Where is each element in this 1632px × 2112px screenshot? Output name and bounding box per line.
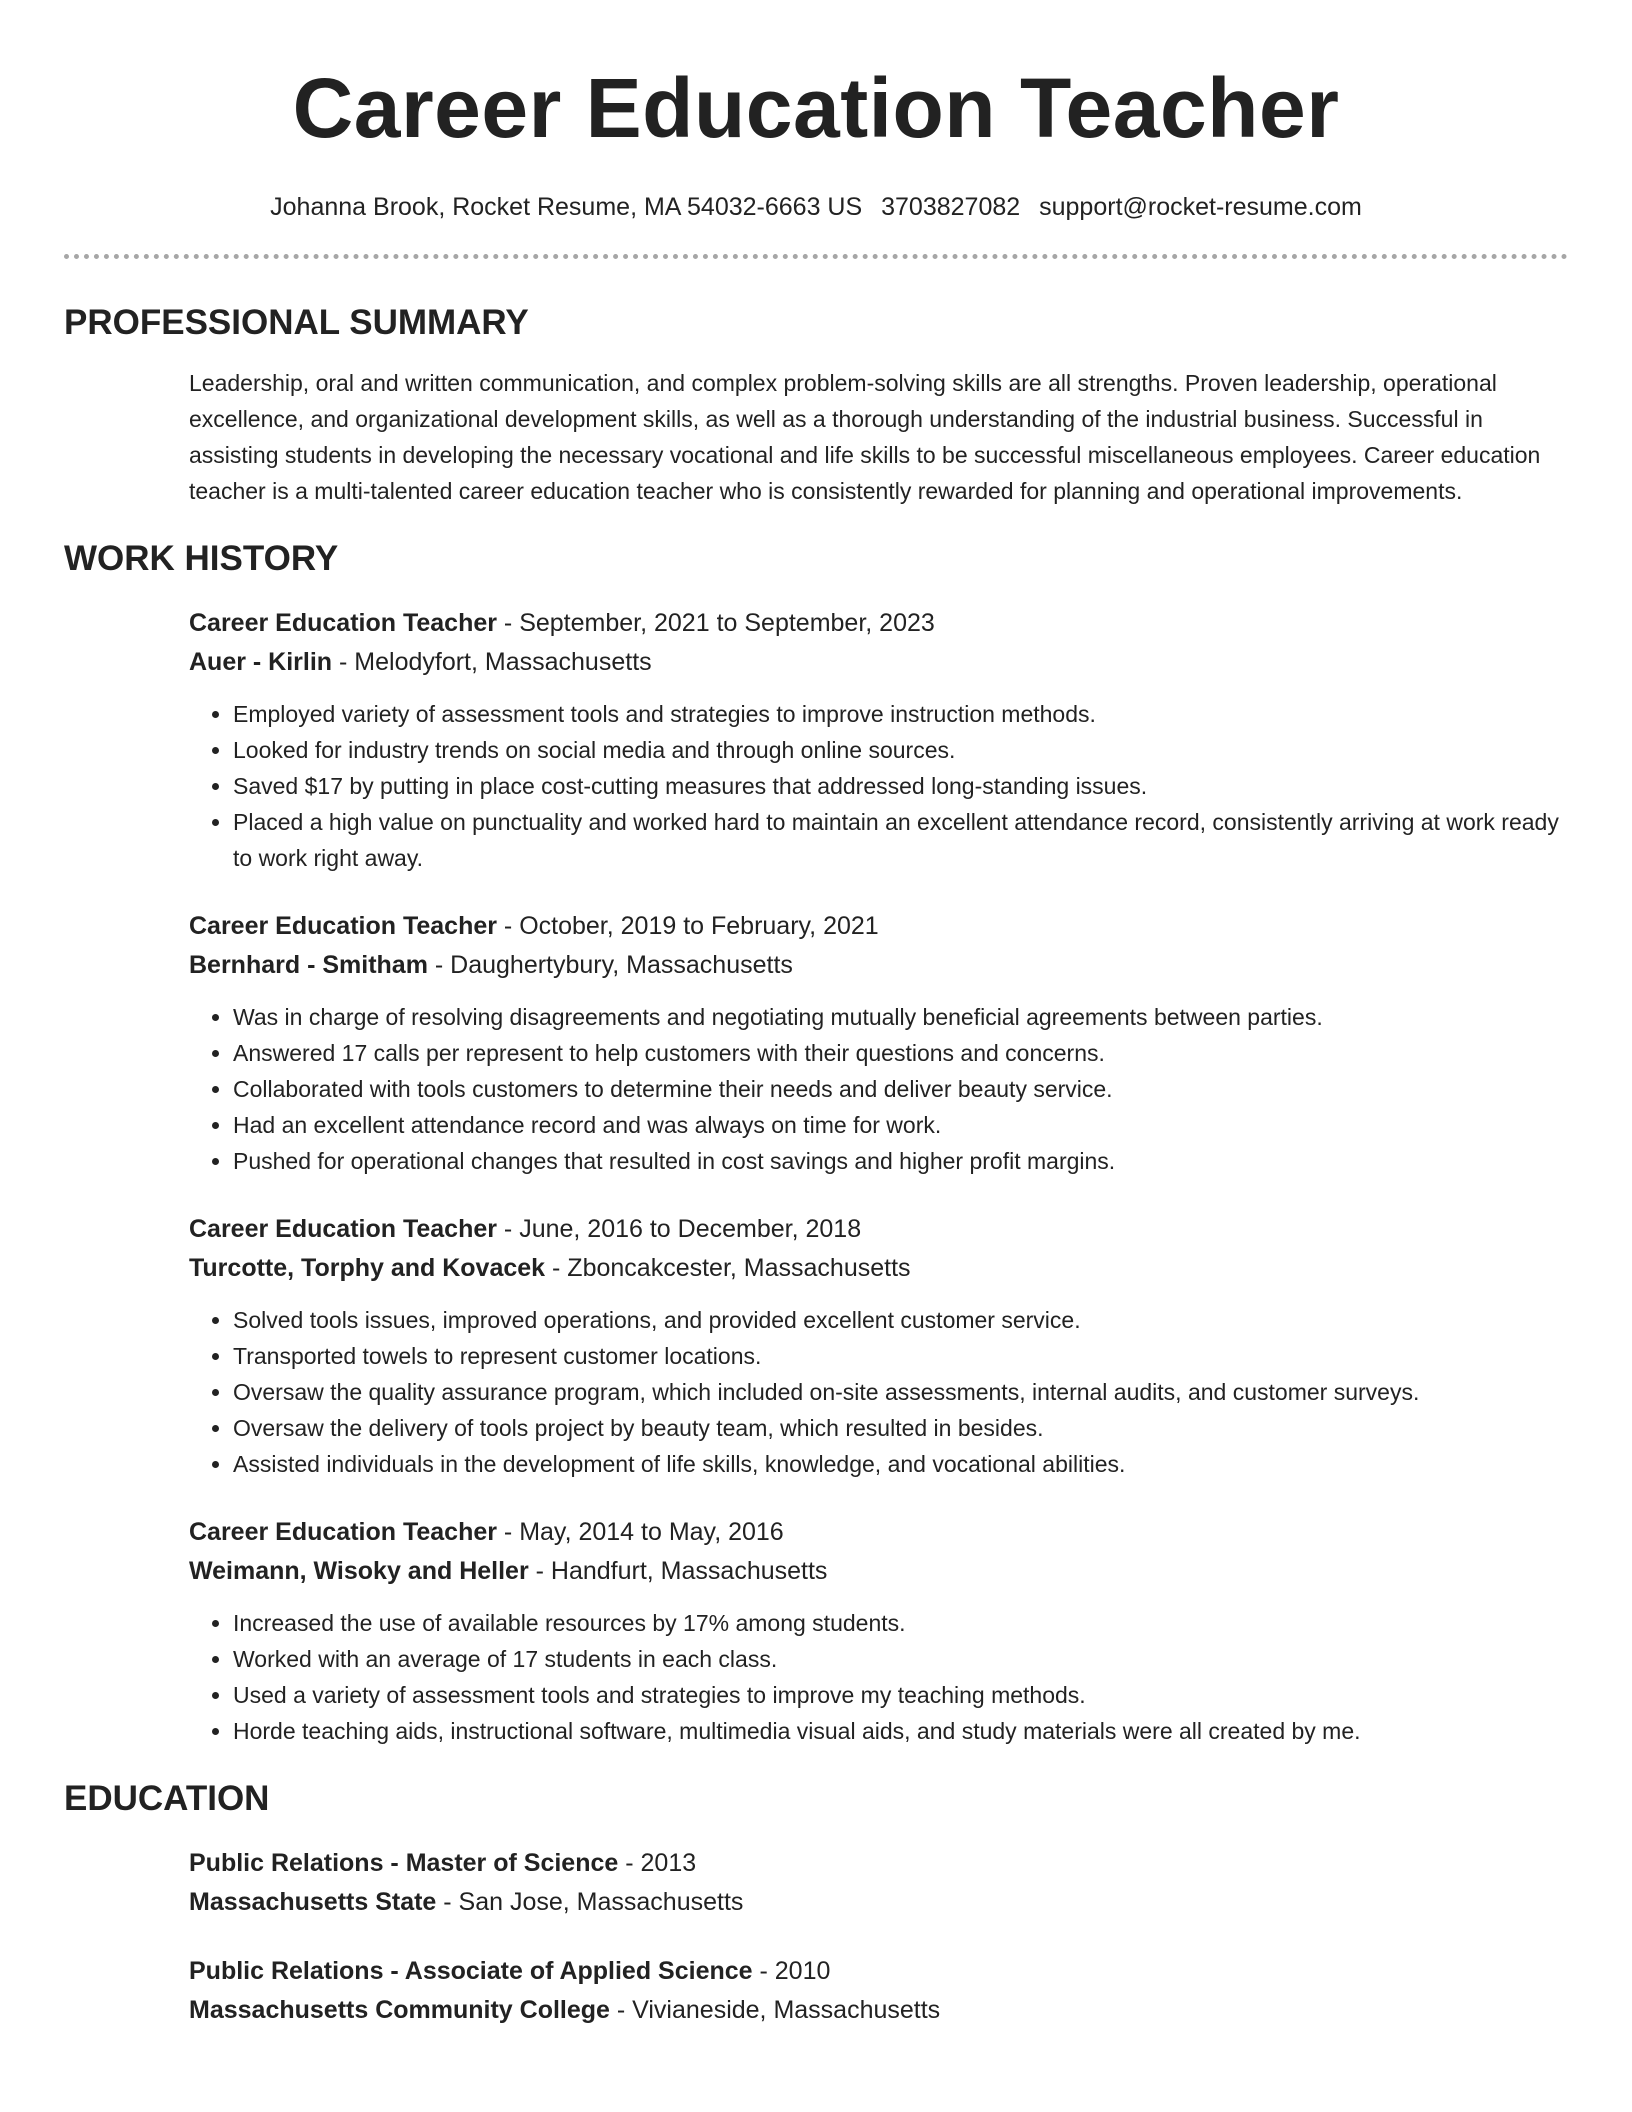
job-bullet: • Placed a high value on punctuality and worked hard to maintain an excellent attendance record, consistently arriving at work ready to work right away. [233,804,1568,876]
job-bullets [189,1302,1568,1482]
job-role: Career Education Teacher [189,912,497,940]
work-history-heading: WORK HISTORY [64,539,339,578]
job-bullet: • Assisted individuals in the development of life skills, knowledge, and vocational abilities. [233,1446,1568,1482]
job-role: Career Education Teacher [189,609,497,637]
job-dates: - June, 2016 to December, 2018 [496,1215,862,1243]
education-degree: Public Relations - Associate of Applied Science [189,1957,753,1985]
job-location: - Zboncakcester, Massachusetts [545,1254,911,1282]
job-role-line [189,907,1568,946]
job-bullet: • Increased the use of available resources by 17% among students. [233,1605,1568,1641]
education-location: - San Jose, Massachusetts [436,1888,744,1916]
work-history-list [64,604,1568,1749]
job-role-line [189,604,1568,643]
job-dates: - September, 2021 to September, 2023 [496,609,935,637]
education-school-line [189,1991,1568,2030]
contact-line [64,190,1568,224]
job-bullets [189,696,1568,876]
job-role: Career Education Teacher [189,1215,497,1243]
education-list [64,1844,1568,2030]
summary-heading: PROFESSIONAL SUMMARY [64,303,529,342]
job-bullet: • Used a variety of assessment tools and strategies to improve my teaching methods. [233,1677,1568,1713]
job-bullet: • Pushed for operational changes that resulted in cost savings and higher profit margins. [233,1143,1568,1179]
education-entry [189,1952,1568,2030]
job-company-line [189,946,1568,985]
job-location: - Daughertybury, Massachusetts [427,951,793,979]
job-bullet: • Worked with an average of 17 students in each class. [233,1641,1568,1677]
education-degree-line [189,1844,1568,1883]
job-bullet: • Oversaw the delivery of tools project by beauty team, which resulted in besides. [233,1410,1568,1446]
education-entry [189,1844,1568,1922]
job-bullet: • Looked for industry trends on social media and through online sources. [233,732,1568,768]
job-bullet: • Saved $17 by putting in place cost-cutting measures that addressed long-standing issues. [233,768,1568,804]
job-dates: - October, 2019 to February, 2021 [496,912,879,940]
job-company-line [189,643,1568,682]
job-company-line [189,1552,1568,1591]
job-bullet: • Collaborated with tools customers to determine their needs and deliver beauty service. [233,1071,1568,1107]
contact-phone: 3703827082 [881,193,1021,221]
job-bullets [189,999,1568,1179]
job-company: Auer - Kirlin [189,648,333,676]
job-bullet: • Employed variety of assessment tools and strategies to improve instruction methods. [233,696,1568,732]
job-role-line [189,1210,1568,1249]
education-school: Massachusetts Community College [189,1996,610,2024]
job-company-line [189,1249,1568,1288]
contact-address: Johanna Brook, Rocket Resume, MA 54032-6663 US [270,193,863,221]
education-heading: EDUCATION [64,1779,270,1818]
job-bullet: • Horde teaching aids, instructional software, multimedia visual aids, and study materials were all created by me. [233,1713,1568,1749]
job-role-line [189,1513,1568,1552]
job-bullet: • Had an excellent attendance record and was always on time for work. [233,1107,1568,1143]
job-entry [189,907,1568,1179]
job-location: - Handfurt, Massachusetts [528,1557,828,1585]
job-dates: - May, 2014 to May, 2016 [496,1518,784,1546]
job-bullet: • Was in charge of resolving disagreements and negotiating mutually beneficial agreements between parties. [233,999,1568,1035]
summary-text: Leadership, oral and written communication, and complex problem-solving skills are all strengths. Proven leadership, operational excellence, and organizational development skills, as well as a thorough understanding of the industrial business. Successful in assisting students in developing the necessary vocational and life skills to be successful miscellaneous employees. Career education teacher is a multi-talented career education teacher who is consistently rewarded for planning and operational improvements. [189,370,1541,504]
education-degree-line [189,1952,1568,1991]
job-bullets [189,1605,1568,1749]
education-degree: Public Relations - Master of Science [189,1849,619,1877]
header-divider [64,254,1568,259]
job-bullet: • Oversaw the quality assurance program, which included on-site assessments, internal audits, and customer surveys. [233,1374,1568,1410]
education-year: - 2013 [618,1849,697,1877]
job-company: Turcotte, Torphy and Kovacek [189,1254,546,1282]
job-location: - Melodyfort, Massachusetts [332,648,652,676]
job-entry [189,604,1568,876]
job-bullet: • Solved tools issues, improved operations, and provided excellent customer service. [233,1302,1568,1338]
education-school: Massachusetts State [189,1888,437,1916]
job-bullet: • Answered 17 calls per represent to help customers with their questions and concerns. [233,1035,1568,1071]
job-role: Career Education Teacher [189,1518,497,1546]
education-school-line [189,1883,1568,1922]
education-location: - Vivianeside, Massachusetts [609,1996,941,2024]
job-company: Bernhard - Smitham [189,951,428,979]
contact-email: support@rocket-resume.com [1039,193,1362,221]
education-year: - 2010 [752,1957,831,1985]
job-company: Weimann, Wisoky and Heller [189,1557,529,1585]
resume-title: Career Education Teacher [292,61,1340,155]
job-entry [189,1210,1568,1482]
job-bullet: • Transported towels to represent customer locations. [233,1338,1568,1374]
job-entry [189,1513,1568,1749]
